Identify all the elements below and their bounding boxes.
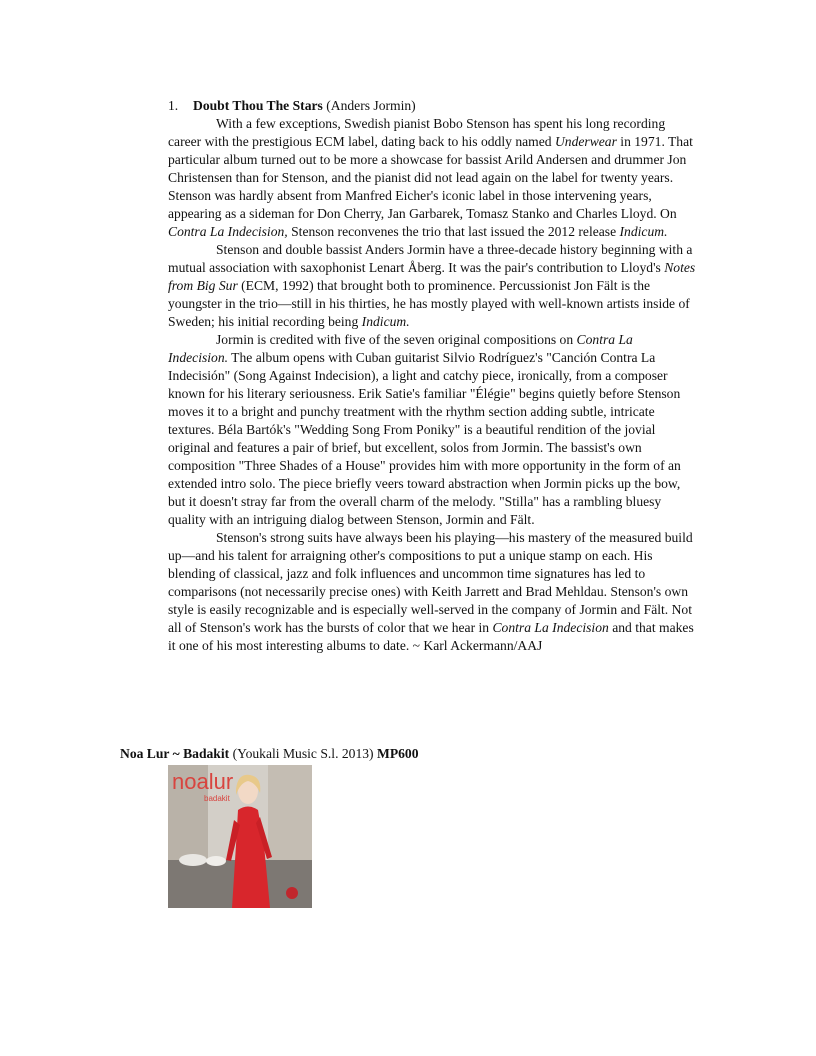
track-composer: (Anders Jormin) (326, 98, 416, 113)
review-paragraph-2: Stenson and double bassist Anders Jormin have a three-decade history beginning with a mutual association with saxophonist Lenart Åberg. It was the pair's contribution to Lloyd's Notes from Big Sur (ECM, 1992) that brought both to prominence. Percussionist Jon Fält is the youngster in the trio—still in his thirties, he has mostly played with well-known artists inside of Sweden; his initial recording being Indicum. (168, 242, 696, 329)
cover-subtitle-text: badakit (204, 794, 230, 803)
album-artist-title: Noa Lur ~ Badakit (120, 746, 230, 761)
album-label-year: (Youkali Music S.l. 2013) (232, 746, 374, 761)
review-paragraph-4: Stenson's strong suits have always been his playing—his mastery of the measured build up—and his talent for arraigning other's compositions to put a unique stamp on each. His blending of classical, jazz and folk influences and uncommon time signatures has led to comparisons (not necessarily precise ones) with Keith Jarrett and Brad Mehldau. Stenson's own style is easily recognizable and is especially well-served in the company of Jormin and Fält. Not all of Stenson's work has the bursts of color that we hear in Contra La Indecision and that makes it one of his most interesting albums to date. ~ Karl Ackermann/AAJ (168, 530, 694, 653)
review-paragraph-1: With a few exceptions, Swedish pianist Bobo Stenson has spent his long recording career with the prestigious ECM label, dating back to his oddly named Underwear in 1971. That particular album turned out to be more a showcase for bassist Arild Andersen and drummer Jon Christensen than for Stenson, and the pianist did not lead again on the label for twenty years. Stenson was hardly absent from Manfred Eicher's iconic label in those intervening years, appearing as a sideman for Don Cherry, Jan Garbarek, Tomasz Stanko and Charles Lloyd. On Contra La Indecision, Stenson reconvenes the trio that last issued the 2012 release Indicum. (168, 116, 693, 239)
album-entry-heading (120, 745, 419, 763)
album-cover-art (168, 765, 312, 908)
track-title: Doubt Thou The Stars (193, 98, 323, 113)
review-paragraph-3: Jormin is credited with five of the seven original compositions on Contra La Indecision. The album opens with Cuban guitarist Silvio Rodríguez's "Canción Contra La Indecisión" (Song Against Indecision), a light and catchy piece, ironically, from a composer known for his literary seriousness. Erik Satie's familiar "Élégie" begins quietly before Stenson moves it to a bright and punchy treatment with the rhythm section adding subtle, intricate textures. Béla Bartók's "Wedding Song From Poniky" is a beautiful rendition of the jovial original and features a pair of brief, but excellent, solos from Jormin. The bassist's own composition "Three Shades of a House" provides him with more opportunity in the form of an extended intro solo. The piece briefly veers toward abstraction when Jormin picks up the bow, but it doesn't stray far from the overall charm of the melody. "Stilla" has a rambling bluesy quality with an intriguing dialog between Stenson, Jormin and Fält. (168, 332, 681, 527)
review-heading (168, 97, 696, 115)
album-code: MP600 (377, 746, 419, 761)
review-entry (168, 97, 696, 655)
cover-logo-text: noalur (172, 769, 234, 794)
list-number: 1. (168, 98, 179, 113)
album-cover-image (168, 765, 312, 908)
